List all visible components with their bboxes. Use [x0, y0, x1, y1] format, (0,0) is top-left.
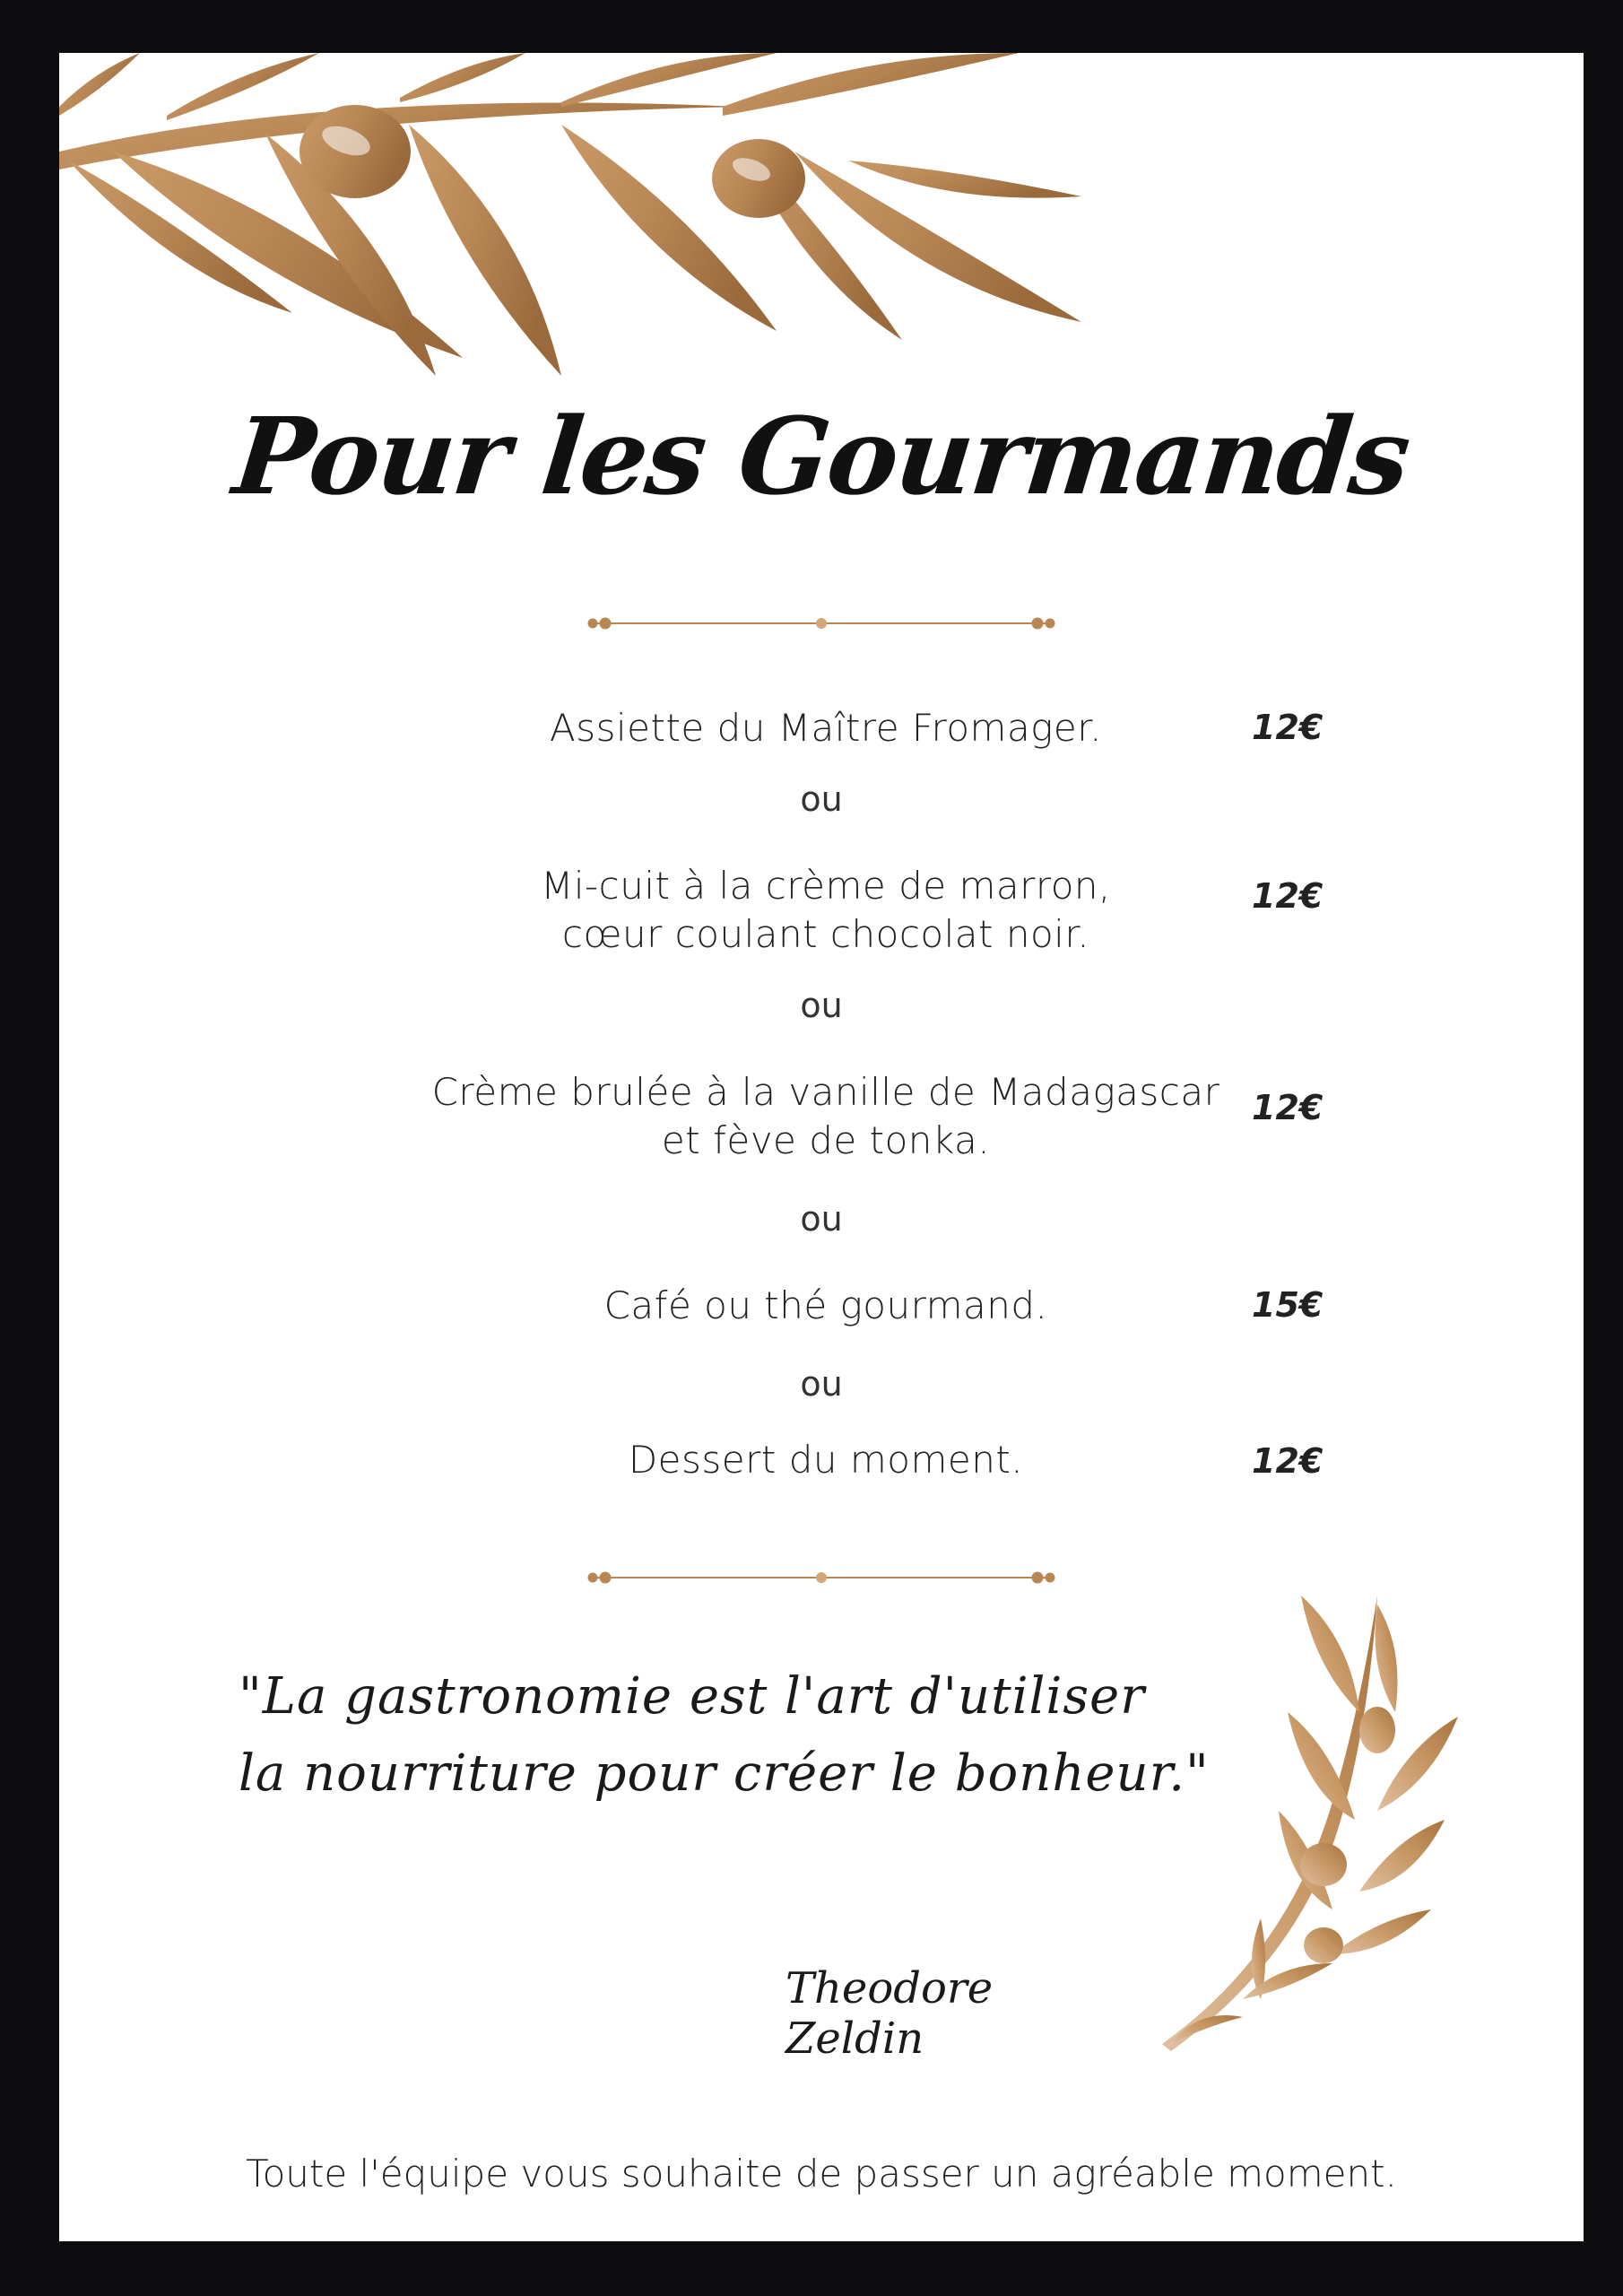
menu-item: [355, 862, 1297, 959]
menu-item: [355, 1436, 1297, 1484]
menu-item: [355, 704, 1297, 752]
menu-item: [355, 1282, 1297, 1330]
menu-title: Pour les Gourmands: [228, 394, 1415, 518]
menu-item-price: 12€: [1252, 1088, 1324, 1127]
olive-branch-icon: [59, 53, 1090, 394]
menu-item-name: Assiette du Maître Fromager.: [549, 706, 1102, 750]
menu-item-name: cœur coulant chocolat noir.: [561, 912, 1090, 956]
menu-page: [59, 53, 1584, 2241]
menu-item-name: Crème brulée à la vanille de Madagascar: [431, 1070, 1220, 1114]
ornament-divider-icon: [573, 1568, 1070, 1587]
menu-item-price: 12€: [1252, 876, 1324, 916]
separator-text: ou: [800, 779, 843, 819]
menu-item-name: et fève de tonka.: [661, 1118, 991, 1162]
menu-item-name: Mi-cuit à la crème de marron,: [541, 864, 1111, 908]
menu-item-name: Café ou thé gourmand.: [603, 1283, 1048, 1327]
footer-message: Toute l'équipe vous souhaite de passer un agréable moment.: [246, 2152, 1397, 2196]
quote-line: "La gastronomie est l'art d'utiliser: [239, 1667, 1145, 1726]
menu-item-name: Dessert du moment.: [628, 1438, 1024, 1482]
separator-text: ou: [800, 1364, 843, 1404]
quote-author: Theodore Zeldin: [785, 1963, 994, 2064]
menu-item-price: 15€: [1252, 1285, 1324, 1325]
menu-item: [355, 1068, 1297, 1165]
separator-text: ou: [800, 1199, 843, 1239]
separator-text: ou: [800, 986, 843, 1025]
menu-item-price: 12€: [1252, 1441, 1324, 1481]
quote-text: [239, 1658, 1225, 1813]
quote-line: la nourriture pour créer le bonheur.": [239, 1744, 1210, 1803]
olive-sprig-icon: [1108, 1578, 1485, 2080]
ornament-divider-icon: [573, 613, 1070, 633]
menu-item-price: 12€: [1252, 708, 1324, 747]
